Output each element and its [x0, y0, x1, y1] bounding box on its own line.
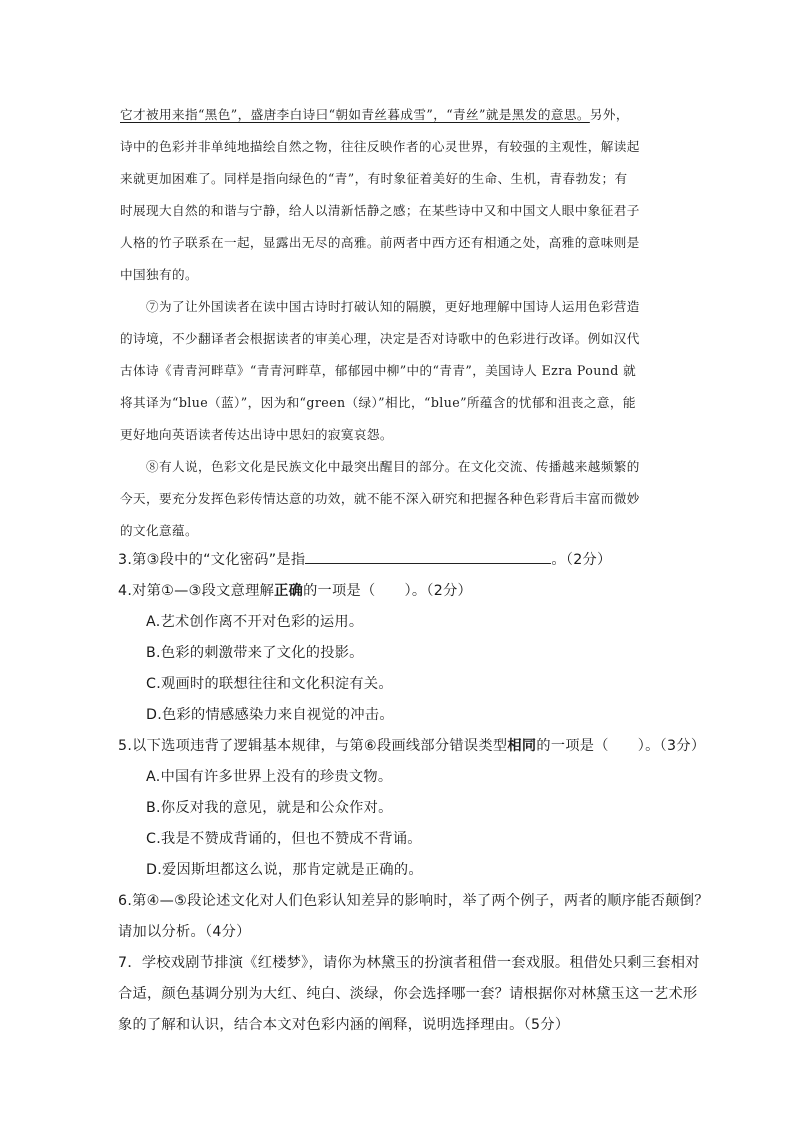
q4-stem-emphasis: 正确 [274, 583, 304, 599]
q5-stem-tail: 的一项是（ ）。（3分） [536, 738, 706, 754]
p6-line-4: 时展现大自然的和谐与宁静，给人以清新恬静之感；在某些诗中又和中国文人眼中象征君子 [120, 203, 640, 218]
q3-answer-blank[interactable] [305, 551, 551, 564]
p6-line-6: 中国独有的。 [120, 267, 198, 282]
q5-option-a: A.中国有许多世界上没有的珍贵文物。 [146, 769, 393, 785]
p7-line-4: 将其译为“blue（蓝）”，因为和“green（绿）”相比，“blue”所蕴含的忧郁和沮丧之意，能 [120, 395, 636, 410]
q3-stem: 3.第③段中的“文化密码”是指 [118, 552, 306, 568]
q7-line-2: 合适，颜色基调分别为大红、纯白、淡绿，你会选择哪一套？请根据你对林黛玉这一艺术形 [118, 986, 698, 1002]
question-5-stem [118, 735, 705, 755]
q4-option-a: A.艺术创作离不开对色彩的运用。 [146, 614, 364, 630]
p6-line-5: 人格的竹子联系在一起，显露出无尽的高雅。前两者中西方还有相通之处，高雅的意味则是 [120, 235, 640, 250]
p8-line-3: 的文化意蕴。 [120, 523, 198, 538]
q5-option-d: D.爱因斯坦都这么说，那肯定就是正确的。 [146, 862, 423, 878]
question-4-stem [118, 580, 472, 600]
p8-line-1: ⑧有人说，色彩文化是民族文化中最突出醒目的部分。在文化交流、传播越来越频繁的 [146, 459, 640, 474]
p6-line-1 [120, 104, 629, 123]
p7-line-1: ⑦为了让外国读者在读中国古诗时打破认知的隔膜，更好地理解中国诗人运用色彩营造 [146, 299, 640, 314]
p6-underlined-text: 它才被用来指“黑色”，盛唐李白诗曰“朝如青丝暮成雪”，“青丝”就是黑发的意思。 [120, 107, 590, 122]
p8-line-2: 今天，要充分发挥色彩传情达意的功效，就不能不深入研究和把握各种色彩背后丰富而微妙 [120, 491, 640, 506]
q7-line-1: 7．学校戏剧节排演《红楼梦》，请你为林黛玉的扮演者租借一套戏服。租借处只剩三套相对 [118, 955, 700, 971]
p7-line-3: 古体诗《青青河畔草》“青青河畔草，郁郁园中柳”中的“青青”，美国诗人 Ezra Pound 就 [120, 363, 637, 378]
q4-option-c: C.观画时的联想往往和文化积淀有关。 [146, 676, 393, 692]
q5-stem-emphasis: 相同 [507, 738, 537, 754]
q4-stem-text: 4.对第①—③段文意理解 [118, 583, 275, 599]
q4-option-d: D.色彩的情感感染力来自视觉的冲击。 [146, 707, 394, 723]
q5-option-b: B.你反对我的意见，就是和公众作对。 [146, 800, 393, 816]
p6-line-2: 诗中的色彩并非单纯地描绘自然之物，往往反映作者的心灵世界，有较强的主观性，解读起 [120, 139, 640, 154]
p6-line-3: 来就更加困难了。同样是指向绿色的“青”，有时象征着美好的生命、生机，青春勃发；有 [120, 171, 628, 186]
question-3 [118, 549, 612, 569]
q5-stem-text: 5.以下选项违背了逻辑基本规律，与第⑥段画线部分错误类型 [118, 738, 508, 754]
q7-line-3: 象的了解和认识，结合本文对色彩内涵的阐释，说明选择理由。（5分） [118, 1017, 570, 1033]
p7-line-2: 的诗境，不少翻译者会根据读者的审美心理，决定是否对诗歌中的色彩进行改译。例如汉代 [120, 331, 640, 346]
p6-line-1-tail: 另外， [589, 107, 629, 122]
p7-line-5: 更好地向英语读者传达出诗中思妇的寂寞哀怨。 [120, 427, 393, 442]
q6-line-1: 6.第④—⑤段论述文化对人们色彩认知差异的影响时，举了两个例子，两者的顺序能否颠倒？ [118, 893, 709, 909]
q4-stem-tail: 的一项是（ ）。（2分） [303, 583, 473, 599]
q5-option-c: C.我是不赞成背诵的，但也不赞成不背诵。 [146, 831, 422, 847]
q3-score: 。（2分） [551, 552, 612, 568]
q4-option-b: B.色彩的刺激带来了文化的投影。 [146, 645, 364, 661]
q6-line-2: 请加以分析。（4分） [118, 924, 251, 940]
